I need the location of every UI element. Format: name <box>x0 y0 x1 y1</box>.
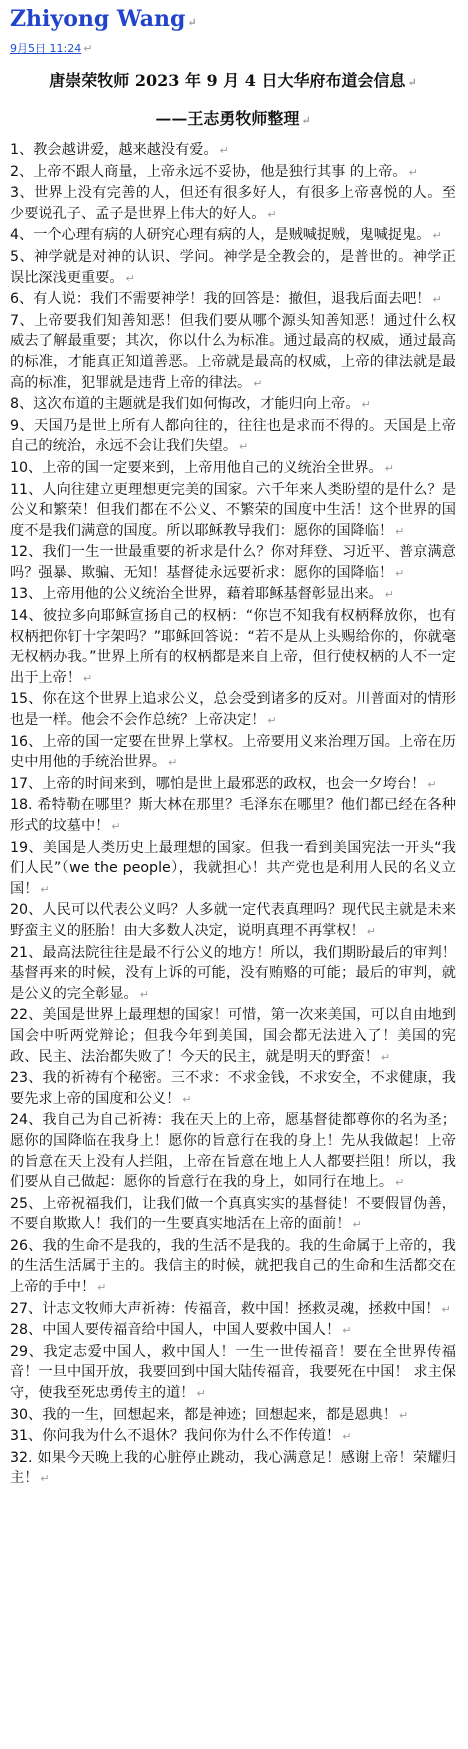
paragraph-mark-icon: ↵ <box>395 524 405 538</box>
list-item-text: 14、彼拉多向耶稣宣扬自己的权柄：“你岂不知我有权柄释放你，也有权柄把你钉十字架吗？”耶稣回答说：“若不是从上头赐给你的，你就毫无权柄办我。”世界上所有的权柄都是来自上帝，但行使权柄的人不一定出于上帝！ <box>10 608 456 686</box>
paragraph-mark-icon: ↵ <box>380 1050 391 1064</box>
list-item <box>10 606 456 689</box>
list-item-text: 3、世界上没有完善的人，但还有很多好人，有很多上帝喜悦的人。至少要说孔子、孟子是世界上伟大的好人。 <box>10 185 456 222</box>
paragraph-mark-icon: ↵ <box>432 229 442 243</box>
paragraph-mark-icon: ↵ <box>384 588 394 602</box>
paragraph-mark-icon: ↵ <box>40 882 50 896</box>
paragraph-mark-icon: ↵ <box>97 1281 107 1295</box>
paragraph-mark-icon: ↵ <box>83 42 93 55</box>
paragraph-mark-icon: ↵ <box>384 461 394 475</box>
list-item-text: 11、人向往建立更理想更完美的国家。六千年来人类盼望的是什么？是公义和繁荣！但我们都在不公义、不繁荣的国度中生活！这个世界的国度不是我们满意的国度。所以耶稣教导我们：愿你的国降临！ <box>10 481 456 539</box>
list-item-text: 29、我定志爱中国人，救中国人！一生一世传福音！要在全世界传福音！一旦中国开放，我要回到中国大陆传福音，我要死在中国！ 求主保守，使我至死忠勇传主的道！ <box>10 1343 456 1402</box>
document <box>10 4 456 1490</box>
list-item <box>10 689 456 731</box>
list-item-text: 9、天国乃是世上所有人都向往的，往往也是求而不得的。天国是上帝自己的统治，永远不会让我们失望。 <box>10 417 456 455</box>
list-item <box>10 1320 456 1342</box>
paragraph-mark-icon: ↵ <box>408 165 418 179</box>
list-item-text: 16、上帝的国一定要在世界上掌权。上帝要用义来治理万国。上帝在历史中用他的手统治世界。 <box>10 733 456 771</box>
list-item <box>10 838 456 901</box>
list-item <box>10 900 456 942</box>
paragraph-mark-icon: ↵ <box>366 924 376 938</box>
list-item-text: 5、神学就是对神的认识、学问。神学是全教会的，是普世的。神学正误比深浅更重要。 <box>10 248 456 286</box>
list-item <box>10 247 456 289</box>
document-subtitle <box>10 108 456 132</box>
list-item-text: 31、你问我为什么不退休？我问你为什么不作传道！ <box>10 1428 341 1445</box>
paragraph-mark-icon: ↵ <box>352 1218 362 1232</box>
list-item-text: 19、美国是人类历史上最理想的国家。但我一看到美国宪法一开头“我们人民”（we the people），我就担心！共产党也是利用人民的名义立国！ <box>10 839 456 897</box>
paragraph-mark-icon: ↵ <box>187 16 197 29</box>
paragraph-mark-icon: ↵ <box>342 1430 352 1444</box>
list-item <box>10 162 456 184</box>
paragraph-mark-icon: ↵ <box>139 987 149 1001</box>
paragraph-mark-icon: ↵ <box>239 440 249 454</box>
paragraph-mark-icon: ↵ <box>219 144 229 157</box>
paragraph-mark-icon: ↵ <box>40 1472 50 1486</box>
list-item-text: 27、计志文牧师大声祈祷：传福音，救中国！拯救灵魂，拯救中国！ <box>10 1300 440 1317</box>
list-item <box>10 1110 456 1193</box>
list-item <box>10 732 456 774</box>
paragraph-mark-icon: ↵ <box>267 207 277 221</box>
paragraph-mark-icon: ↵ <box>432 293 442 307</box>
list-item-text: 6、有人说：我们不需要神学！我的回答是：撤但，退我后面去吧！ <box>10 291 431 308</box>
list-item-text: 8、这次布道的主题就是我们如何悔改，才能归向上帝。 <box>10 396 360 413</box>
list-item <box>10 1426 456 1448</box>
paragraph-mark-icon: ↵ <box>398 1408 409 1422</box>
paragraph-mark-icon: ↵ <box>182 1092 192 1106</box>
post-date-link[interactable]: 9月5日 11:24 <box>10 42 82 55</box>
paragraph-mark-icon: ↵ <box>395 1176 405 1190</box>
paragraph-mark-icon: ↵ <box>125 271 135 285</box>
paragraph-mark-icon: ↵ <box>82 671 93 685</box>
list-item <box>10 1342 456 1405</box>
list-item <box>10 289 456 311</box>
list-item <box>10 1405 456 1427</box>
list-item <box>10 1068 456 1110</box>
paragraph-mark-icon: ↵ <box>342 1324 352 1338</box>
list-item <box>10 225 456 247</box>
list-item <box>10 542 456 584</box>
list-item <box>10 140 456 162</box>
paragraph-mark-icon: ↵ <box>196 1387 206 1401</box>
list-item <box>10 795 456 837</box>
list-item <box>10 416 456 458</box>
author-name-text[interactable]: Zhiyong Wang <box>10 6 186 32</box>
paragraph-mark-icon: ↵ <box>395 566 405 580</box>
paragraph-mark-icon: ↵ <box>361 398 371 412</box>
paragraph-mark-icon: ↵ <box>407 76 417 89</box>
list-item-text: 13、上帝用他的公义统治全世界，藉着耶稣基督彰显出来。 <box>10 586 383 603</box>
document-title-text: 唐崇荣牧师 2023 年 9 月 4 日大华府布道会信息 <box>49 71 406 90</box>
document-subtitle-text: ——王志勇牧师整理 <box>155 109 300 128</box>
list-item <box>10 584 456 606</box>
list-item-text: 30、我的一生，回想起来，都是神迹；回想起来，都是恩典！ <box>10 1406 397 1423</box>
list-item-text: 26、我的生命不是我的，我的生活不是我的。我的生命属于上帝的，我的生活生活属于主的。我信主的时候，就把我自己的生命和生活都交在上帝的手中！ <box>10 1237 456 1296</box>
list-item-text: 32. 如果今天晚上我的心脏停止跳动，我心满意足！感谢上帝！荣耀归主！ <box>10 1449 456 1487</box>
list-item-text: 1、教会越讲爱，越来越没有爱。 <box>10 142 218 158</box>
list-item-text: 7、上帝要我们知善知恶！但我们要从哪个源头知善知恶！通过什么权威去了解最重要；其次，你以什么为标准。通过最高的权威，通过最高的标准，才能真正知道善恶。上帝就是最高的权威，上帝的律法就是最高的标准，犯罪就是违背上帝的律法。 <box>10 312 456 391</box>
sermon-notes-list <box>10 140 456 1490</box>
paragraph-mark-icon: ↵ <box>111 820 121 833</box>
list-item <box>10 458 456 480</box>
list-item <box>10 183 456 225</box>
paragraph-mark-icon: ↵ <box>168 756 178 770</box>
list-item <box>10 774 456 796</box>
list-item <box>10 1005 456 1068</box>
list-item-text: 22、美国是世界上最理想的国家！可惜，第一次来美国，可以自由地到国会中听两党辩论；但我今年到美国，国会都无法进入了！美国的宪政、民主、法治都失败了！今天的民主，就是明天的野蛮！ <box>10 1007 456 1065</box>
author-name[interactable] <box>10 4 456 38</box>
post-date-row <box>10 42 456 56</box>
list-item <box>10 943 456 1006</box>
list-item-text: 10、上帝的国一定要来到，上帝用他自己的义统治全世界。 <box>10 459 383 476</box>
list-item <box>10 1236 456 1299</box>
list-item-text: 21、最高法院往往是最不行公义的地方！所以，我们期盼最后的审判！基督再来的时候，没有上诉的可能，没有贿赂的可能；最后的审判，就是公义的完全彰显。 <box>10 944 456 1002</box>
list-item <box>10 1299 456 1321</box>
list-item-text: 28、中国人要传福音给中国人，中国人要救中国人！ <box>10 1322 341 1339</box>
list-item <box>10 1194 456 1236</box>
list-item-text: 25、上帝祝福我们，让我们做一个真真实实的基督徒！不要假冒伪善，不要自欺欺人！我们的一生要真实地活在上帝的面前！ <box>10 1195 456 1233</box>
paragraph-mark-icon: ↵ <box>427 777 437 791</box>
document-title <box>10 70 456 94</box>
list-item <box>10 394 456 416</box>
list-item <box>10 311 456 394</box>
paragraph-mark-icon: ↵ <box>441 1302 451 1316</box>
list-item-text: 17、上帝的时间来到，哪怕是世上最邪恶的政权，也会一夕垮台！ <box>10 775 426 792</box>
list-item-text: 24、我自己为自己祈祷：我在天上的上帝，愿基督徒都尊你的名为圣；愿你的国降临在我身上！愿你的旨意行在我的身上！先从我做起！上帝的旨意在天上没有人拦阻，上帝在旨意在地上人人都要拦阻！所以，我们要从自己做起：愿你的旨意行在我的身上，如同行在地上。 <box>10 1112 456 1191</box>
list-item <box>10 480 456 543</box>
list-item-text: 20、人民可以代表公义吗？人多就一定代表真理吗？现代民主就是未来野蛮主义的胚胎！由大多数人决定，说明真理不再掌权！ <box>10 902 456 939</box>
paragraph-mark-icon: ↵ <box>253 376 263 390</box>
list-item-text: 2、上帝不跟人商量，上帝永远不妥协，他是独行其事 的上帝。 <box>10 163 407 180</box>
paragraph-mark-icon: ↵ <box>267 714 277 728</box>
list-item-text: 18. 希特勒在哪里？斯大林在那里？毛泽东在哪里？他们都已经在各种形式的坟墓中！ <box>10 797 456 834</box>
paragraph-mark-icon: ↵ <box>301 114 311 127</box>
list-item-text: 4、一个心理有病的人研究心理有病的人，是贼喊捉贼，鬼喊捉鬼。 <box>10 227 431 244</box>
list-item-text: 15、你在这个世界上追求公义，总会受到诸多的反对。川普面对的情形也是一样。他会不会作总统？上帝决定！ <box>10 691 456 729</box>
list-item-text: 23、我的祈祷有个秘密。三不求：不求金钱，不求安全，不求健康，我要先求上帝的国度和公义！ <box>10 1070 456 1107</box>
list-item <box>10 1448 456 1490</box>
list-item-text: 12、我们一生一世最重要的祈求是什么？你对拜登、习近平、普京满意吗？强暴、欺骗、无知！基督徒永远要祈求：愿你的国降临！ <box>10 544 456 581</box>
